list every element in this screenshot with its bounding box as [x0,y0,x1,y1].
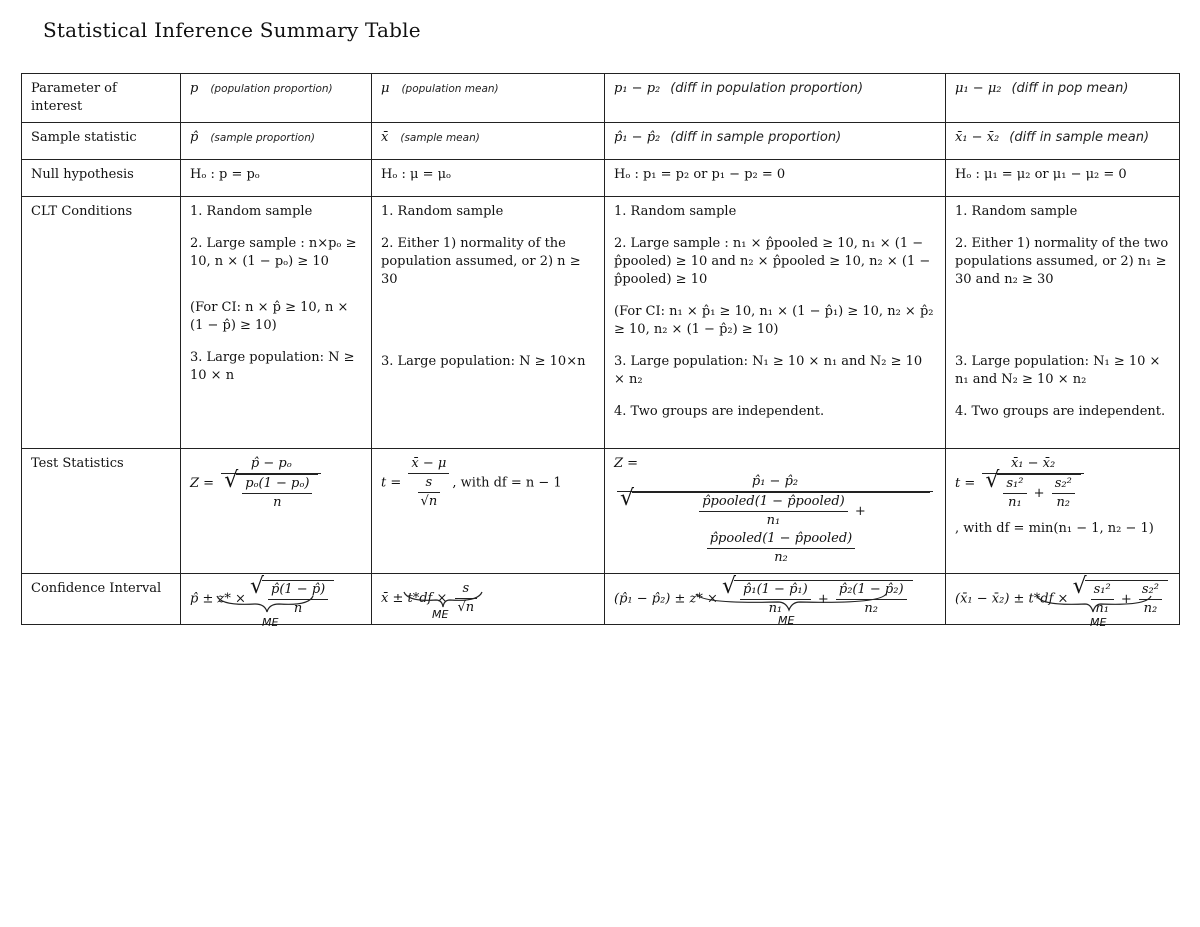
row-statistic [22,123,1180,160]
me-label-4: ME [1090,616,1107,629]
row-parameter [22,74,1180,123]
row-ci [22,574,1180,625]
row-label-ci: Confidence Interval [22,574,181,625]
cell-parameter-4: μ₁ − μ₂ (diff in pop mean) [946,74,1180,123]
cell-null-4: Hₒ : μ₁ = μ₂ or μ₁ − μ₂ = 0 [946,160,1180,197]
row-test [22,449,1180,574]
me-brace-1 [215,594,315,614]
cell-test-4: t = x̄₁ − x̄₂ √ $\frac{\text{s₁²}}{\text{n₁}}$ + $\frac{\text{s₂²}}{\text{n₂}}$ , with df = min(n₁ − 1, n₂ − 1) [946,449,1180,574]
cell-test-3: Z = p̂₁ − p̂₂ √ $\frac{\text{p̂pooled(1 − p̂pooled)}}{\text{n₁}}$ + $\frac{\text{p̂pooled(1 − p̂pooled)}}{\text{n₂}}$ [605,449,946,574]
cell-statistic-3: p̂₁ − p̂₂ (diff in sample proportion) [605,123,946,160]
row-label-clt: CLT Conditions [22,197,181,449]
cell-ci-4: (x̄₁ − x̄₂) ± t*df × √ $\frac{\text{s₁²}}{\text{n₁}}$ + $\frac{\text{s₂²}}{\text{n₂}}$ [946,574,1180,625]
row-label-null: Null hypothesis [22,160,181,197]
cell-null-2: Hₒ : μ = μₒ [372,160,605,197]
cell-ci-1: p̂ ± z* × √ $\frac{p̂(1 - p̂)}{n}$ [181,574,372,625]
row-label-parameter: Parameter of interest [22,74,181,123]
row-label-test: Test Statistics [22,449,181,574]
me-label-2: ME [432,608,449,621]
cell-clt-1: 1. Random sample 2. Large sample : n×pₒ ≥ 10, n × (1 − pₒ) ≥ 10 (For CI: n × p̂ ≥ 10, n × (1 − p̂) ≥ 10) 3. Large population: N ≥ 10 × n [181,197,372,449]
cell-clt-3: 1. Random sample 2. Large sample : n₁ × p̂pooled ≥ 10, n₁ × (1 − p̂pooled) ≥ 10 and n₂ × p̂pooled ≥ 10, n₂ × (1 − p̂pooled) ≥ 10 (For CI: n₁ × p̂₁ ≥ 10, n₁ × (1 − p̂₁) ≥ 10, n₂ × p̂₂ ≥ 10, n₂ × (1 − p̂₂) ≥ 10) 3. Large population: N₁ ≥ 10 × n₁ and N₂ ≥ 10 × n₂ 4. Two groups are independent. [605,197,946,449]
cell-test-1: Z = p̂ − pₒ √ $\frac{\text{pₒ(1 − pₒ)}}{n}$ [181,449,372,574]
cell-statistic-2: x̄ (sample mean) [372,123,605,160]
me-label-1: ME [262,616,279,629]
me-brace-3 [694,592,888,612]
page-title: Statistical Inference Summary Table [43,18,421,42]
cell-ci-2: x̄ ± t*df × $\frac{s}{√n}$ [372,574,605,625]
cell-statistic-1: p̂ (sample proportion) [181,123,372,160]
cell-statistic-4: x̄₁ − x̄₂ (diff in sample mean) [946,123,1180,160]
me-brace-4 [1035,594,1153,614]
me-brace-2 [402,590,484,610]
cell-null-3: Hₒ : p₁ = p₂ or p₁ − p₂ = 0 [605,160,946,197]
cell-parameter-1: p (population proportion) [181,74,372,123]
cell-test-2: t = $\frac{x̄ - \mu}{\frac{s}{√n}}$ , with df = n − 1 [372,449,605,574]
row-clt [22,197,1180,449]
row-null [22,160,1180,197]
summary-table [21,73,1180,625]
cell-parameter-2: μ (population mean) [372,74,605,123]
me-label-3: ME [778,614,795,627]
cell-clt-4: 1. Random sample 2. Either 1) normality of the two populations assumed, or 2) n₁ ≥ 30 and n₂ ≥ 30 3. Large population: N₁ ≥ 10 × n₁ and N₂ ≥ 10 × n₂ 4. Two groups are independent. [946,197,1180,449]
cell-null-1: Hₒ : p = pₒ [181,160,372,197]
cell-ci-3: (p̂₁ − p̂₂) ± z* × √ $\frac{\text{p̂₁(1 − p̂₁)}}{\text{n₁}}$ + $\frac{\text{p̂₂(1 − p̂₂)}}{\text{n₂}}$ [605,574,946,625]
row-label-statistic: Sample statistic [22,123,181,160]
cell-clt-2: 1. Random sample 2. Either 1) normality of the population assumed, or 2) n ≥ 30 3. Large population: N ≥ 10×n [372,197,605,449]
cell-parameter-3: p₁ − p₂ (diff in population proportion) [605,74,946,123]
